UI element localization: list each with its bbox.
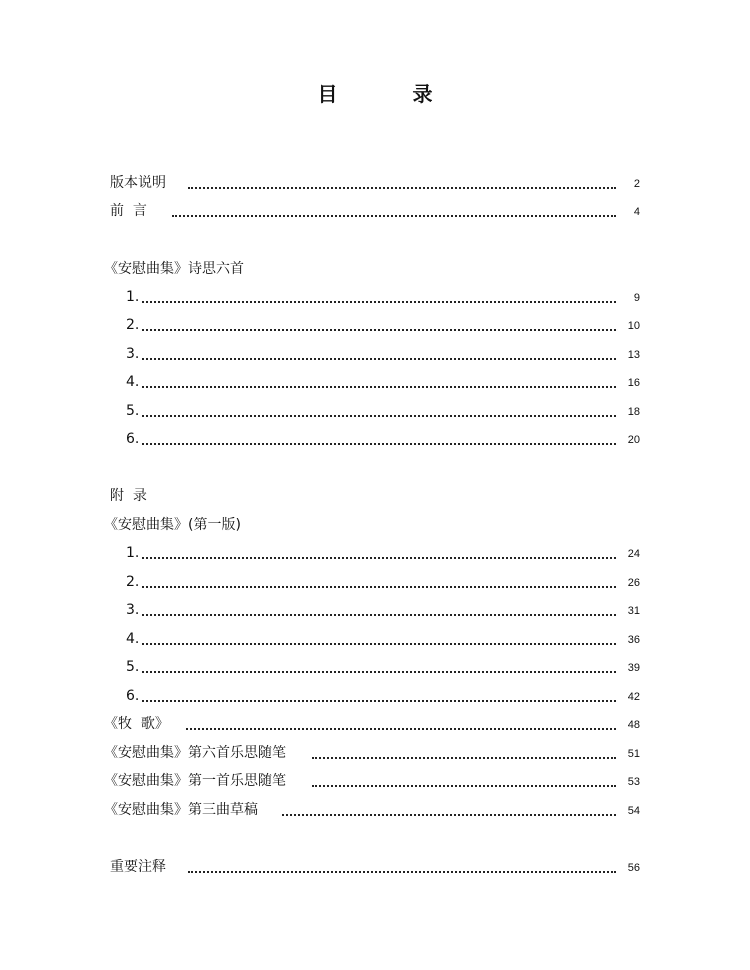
toc-page-number: 54 [627, 805, 640, 817]
toc-entry-version-notes[interactable] [0, 172, 750, 194]
toc-page-number: 2 [633, 178, 640, 190]
toc-page-number: 4 [633, 206, 640, 218]
dot-leader [142, 643, 616, 645]
toc-entry-sixth-sketch[interactable] [0, 742, 750, 764]
dot-leader [312, 757, 616, 759]
dot-leader [142, 700, 616, 702]
toc-entry-label: 《牧 歌》 [104, 716, 169, 732]
toc-entry[interactable] [0, 428, 750, 450]
toc-entry[interactable] [0, 628, 750, 650]
toc-page-number: 39 [627, 662, 640, 674]
toc-entry[interactable] [0, 314, 750, 336]
toc-page-number: 26 [627, 577, 640, 589]
dot-leader [142, 415, 616, 417]
dot-leader [142, 443, 616, 445]
toc-entry-label: 《安慰曲集》第六首乐思随笔 [104, 745, 286, 761]
section-heading: 《安慰曲集》诗思六首 [104, 261, 244, 277]
toc-entry[interactable] [0, 542, 750, 564]
toc-entry-label: 2. [126, 574, 140, 590]
toc-page-number: 51 [627, 748, 640, 760]
toc-entry[interactable] [0, 400, 750, 422]
toc-entry[interactable] [0, 571, 750, 593]
toc-entry-label: 重要注释 [110, 859, 166, 875]
dot-leader [188, 871, 616, 873]
toc-entry[interactable] [0, 685, 750, 707]
toc-page-number: 31 [627, 605, 640, 617]
dot-leader [142, 614, 616, 616]
dot-leader [142, 557, 616, 559]
toc-entry-label: 5. [126, 659, 140, 675]
toc-entry-label: 6. [126, 431, 140, 447]
dot-leader [142, 671, 616, 673]
toc-entry-preface[interactable] [0, 200, 750, 222]
toc-page-number: 10 [627, 320, 640, 332]
toc-entry-label: 前 言 [110, 203, 147, 219]
toc-entry[interactable] [0, 343, 750, 365]
toc-entry-label: 《安慰曲集》第一首乐思随笔 [104, 773, 286, 789]
toc-entry-label: 2. [126, 317, 140, 333]
dot-leader [142, 329, 616, 331]
dot-leader [142, 586, 616, 588]
dot-leader [142, 358, 616, 360]
toc-entry-label: 3. [126, 346, 140, 362]
appendix-subheading: 《安慰曲集》(第一版) [104, 517, 241, 533]
toc-page-number: 36 [627, 634, 640, 646]
toc-page-number: 53 [627, 776, 640, 788]
toc-entry-notes[interactable] [0, 856, 750, 878]
toc-entry[interactable] [0, 599, 750, 621]
toc-entry[interactable] [0, 371, 750, 393]
toc-page-number: 20 [627, 434, 640, 446]
toc-page-number: 56 [627, 862, 640, 874]
toc-entry-first-sketch[interactable] [0, 770, 750, 792]
toc-page-number: 24 [627, 548, 640, 560]
toc-page-number: 18 [627, 406, 640, 418]
toc-entry-label: 4. [126, 374, 140, 390]
page-title: 目 录 [317, 82, 467, 106]
toc-entry-label: 1. [126, 289, 140, 305]
toc-page-number: 48 [627, 719, 640, 731]
toc-page-number: 9 [633, 292, 640, 304]
dot-leader [142, 386, 616, 388]
toc-entry-label: 《安慰曲集》第三曲草稿 [104, 802, 258, 818]
toc-page-number: 13 [627, 349, 640, 361]
toc-entry-label: 4. [126, 631, 140, 647]
toc-entry-pastorale[interactable] [0, 713, 750, 735]
toc-entry-third-draft[interactable] [0, 799, 750, 821]
toc-entry-label: 1. [126, 545, 140, 561]
toc-page-number: 16 [627, 377, 640, 389]
toc-page-number: 42 [627, 691, 640, 703]
dot-leader [172, 215, 616, 217]
dot-leader [188, 187, 616, 189]
toc-entry-label: 5. [126, 403, 140, 419]
dot-leader [186, 728, 616, 730]
dot-leader [312, 785, 616, 787]
toc-entry[interactable] [0, 656, 750, 678]
toc-entry-label: 6. [126, 688, 140, 704]
toc-entry-label: 版本说明 [110, 175, 166, 191]
dot-leader [142, 301, 616, 303]
dot-leader [282, 814, 616, 816]
appendix-heading: 附 录 [110, 488, 147, 504]
toc-entry-label: 3. [126, 602, 140, 618]
toc-entry[interactable] [0, 286, 750, 308]
